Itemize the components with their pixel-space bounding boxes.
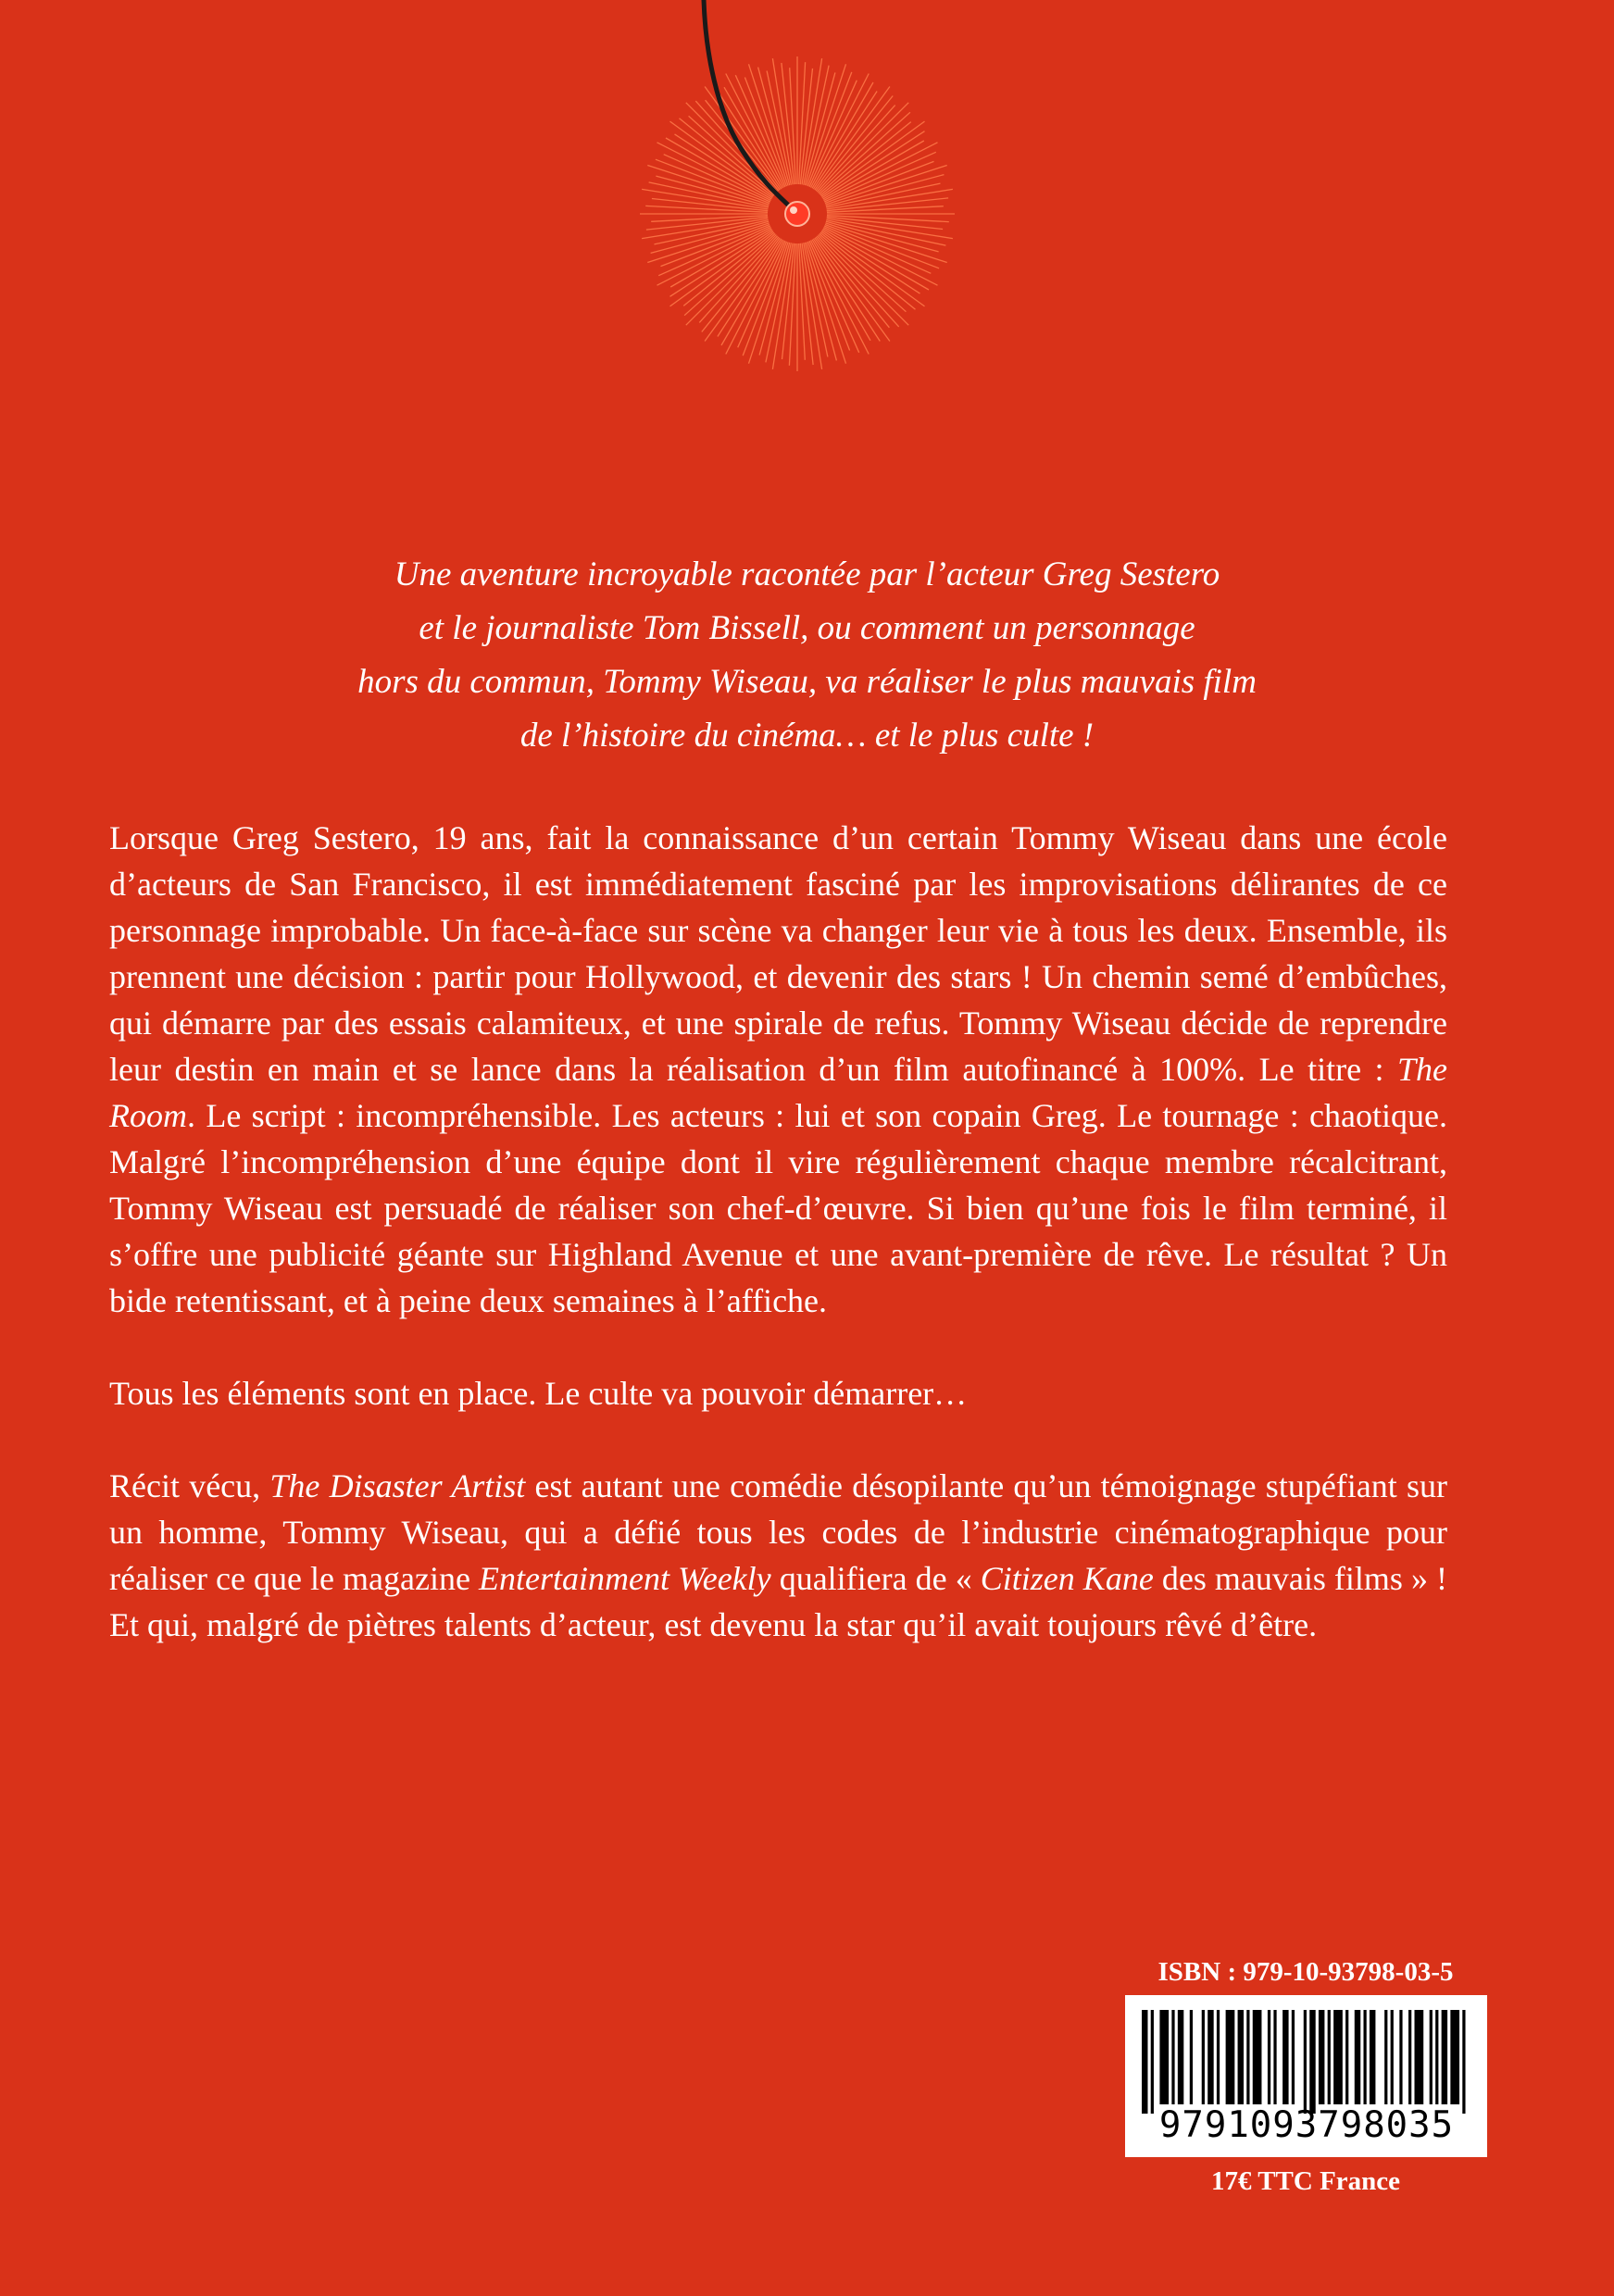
barcode-bar	[1309, 2010, 1315, 2114]
barcode-bar	[1399, 2010, 1402, 2104]
barcode-bar	[1207, 2010, 1213, 2104]
barcode-bar	[1273, 2010, 1276, 2104]
book-title: The Disaster Artist	[269, 1467, 526, 1504]
magazine-title: Entertainment Weekly	[479, 1560, 771, 1597]
barcode-digits: 9791093798035	[1158, 2104, 1455, 2146]
barcode-bar	[1450, 2010, 1459, 2104]
paragraph-text: qualifiera de «	[770, 1560, 981, 1597]
light-ray	[819, 235, 909, 326]
tagline-line: de l’histoire du cinéma… et le plus culte !	[519, 717, 1095, 755]
light-ray	[647, 166, 769, 206]
barcode-bar	[1430, 2010, 1433, 2104]
barcode-bar	[1142, 2010, 1147, 2114]
tagline-line: et le journaliste Tom Bissell, ou comment un personnage	[419, 609, 1195, 647]
barcode-bar	[1171, 2010, 1174, 2104]
tagline-line: Une aventure incroyable racontée par l’acteur Greg Sestero	[394, 555, 1220, 593]
light-ray	[825, 223, 946, 263]
paragraph-text: Lorsque Greg Sestero, 19 ans, fait la connaissance d’un certain Tommy Wiseau dans une école d’acteurs de San Francisco, il est immédiatement fasciné par les improvisations délirantes de ce personnage improbable. Un face-à-face sur scène va changer leur vie à tous les deux. Ensemble, ils prennent une décision : partir pour Hollywood, et devenir des stars ! Un chemin semé d’embûches, qui démarre par des essais calamiteux, et une spirale de refus. Tommy Wiseau décide de reprendre leur destin en main et se lance dans la réalisation d’un film autofinancé à 100%. Le titre :	[109, 819, 1447, 1088]
light-bulb-icon	[785, 202, 809, 226]
barcode-bar	[1246, 2010, 1249, 2104]
light-ray	[825, 166, 946, 206]
barcode-bar	[1292, 2010, 1295, 2104]
barcode-bar	[1319, 2010, 1324, 2104]
paragraph-teaser: Tous les éléments sont en place. Le culte va pouvoir démarrer…	[109, 1375, 968, 1412]
barcode-bar	[1462, 2010, 1465, 2114]
film-title: The Room	[109, 1051, 1447, 1134]
barcode-bar	[1217, 2010, 1220, 2104]
barcode-bar	[1202, 2010, 1205, 2104]
barcode-bar	[1442, 2010, 1447, 2104]
barcode-bar	[1268, 2010, 1270, 2104]
barcode-bar	[1333, 2010, 1343, 2104]
cover-illustration	[0, 0, 1614, 389]
isbn-label: ISBN : 979-10-93798-03-5	[1157, 1957, 1454, 1987]
barcode-bar	[1238, 2010, 1244, 2104]
paragraph-conclusion	[109, 1463, 1447, 1648]
barcode-bar	[1328, 2010, 1331, 2104]
light-bulb-glow	[790, 206, 797, 214]
barcode-bar	[1408, 2010, 1411, 2104]
paragraph-text: des mauvais films » ! Et qui, malgré de piètres talents d’acteur, est devenu la star qu’il avait toujours rêvé d’être.	[109, 1560, 1448, 1643]
barcode-bar	[1190, 2010, 1193, 2104]
barcode-bar	[1363, 2010, 1366, 2104]
paragraph-text: Récit vécu,	[109, 1467, 270, 1504]
barcode-bar	[1355, 2010, 1360, 2104]
light-ray	[647, 223, 769, 263]
price-label: 17€ TTC France	[1210, 2166, 1401, 2196]
barcode-bar	[1151, 2010, 1154, 2114]
barcode-bar	[1304, 2010, 1307, 2114]
light-ray	[749, 242, 789, 363]
light-ray	[686, 235, 777, 326]
paragraph-text: est autant une comédie désopilante qu’un témoignage stupéfiant sur un homme, Tommy Wiseau, qui a défié tous les codes de l’industrie cinématographique pour réaliser ce que le magazine	[109, 1467, 1447, 1597]
barcode-bar	[1345, 2010, 1348, 2104]
film-title: Citizen Kane	[980, 1560, 1154, 1597]
paragraph-text: . Le script : incompréhensible. Les acteurs : lui et son copain Greg. Le tournage : chaotique. Malgré l’incompréhension d’une équipe dont il vire régulièrement chaque membre récalcitrant, Tommy Wiseau est persuadé de réaliser son chef-d’œuvre. Si bien qu’une fois le film terminé, il s’offre une publicité géante sur Highland Avenue et une avant-première de rêve. Le résultat ? Un bide retentissant, et à peine deux semaines à l’affiche.	[109, 1097, 1447, 1319]
back-cover-blurb	[109, 815, 1447, 1648]
light-ray	[819, 103, 909, 193]
barcode-bar	[1391, 2010, 1394, 2104]
light-ray	[807, 64, 846, 185]
barcode-bar	[1282, 2010, 1288, 2104]
barcode-bar	[1415, 2010, 1424, 2104]
barcode-bar	[1226, 2010, 1235, 2104]
paragraph-summary	[109, 815, 1447, 1324]
barcode-bar	[1159, 2010, 1169, 2104]
tagline	[0, 548, 1614, 763]
barcode-bar	[1370, 2010, 1375, 2104]
barcode	[1125, 1995, 1487, 2157]
barcode-bar	[1435, 2010, 1438, 2104]
barcode-bar	[1384, 2010, 1387, 2104]
light-ray	[807, 242, 846, 363]
barcode-bar	[1253, 2010, 1262, 2104]
barcode-bar	[1178, 2010, 1183, 2104]
tagline-line: hors du commun, Tommy Wiseau, va réaliser le plus mauvais film	[357, 663, 1257, 701]
